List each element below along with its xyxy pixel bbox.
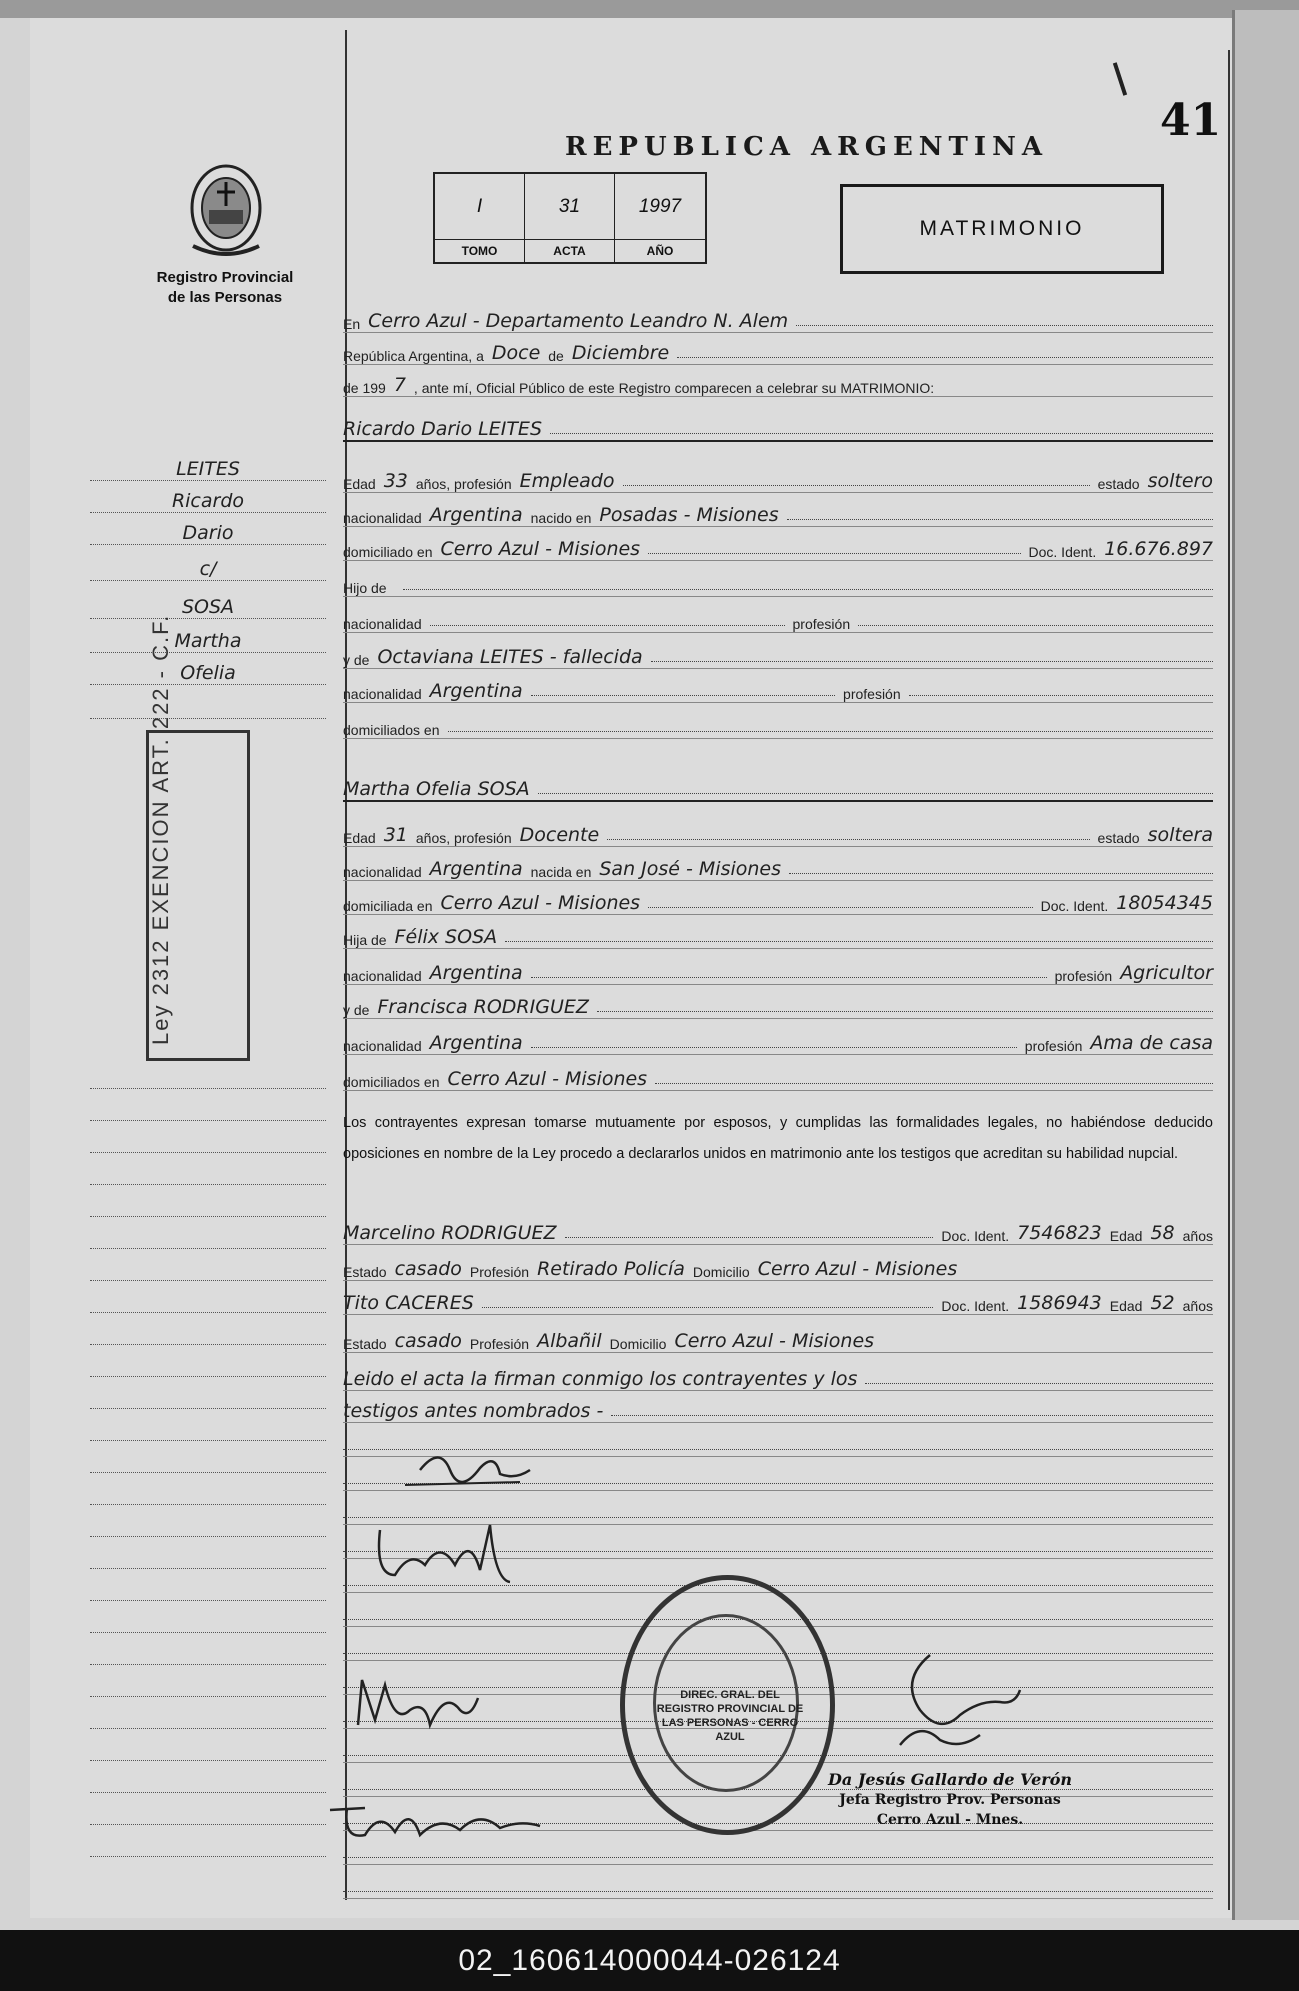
domiciliada-label: domiciliada en [343,898,433,914]
bride-mother: Francisca RODRIGUEZ [377,996,589,1018]
nacionalidad-label: nacionalidad [343,1038,422,1054]
doc-label: Doc. Ident. [941,1228,1010,1244]
witness-age: 58 [1150,1222,1175,1244]
witness-1-row [343,1214,1213,1245]
ano-label: AÑO [646,244,674,258]
y-de-label: y de [343,652,370,668]
bride-estado: soltera [1147,824,1213,846]
witness-estado: casado [394,1330,462,1352]
groom-profession: Empleado [519,470,615,492]
groom-nat-row [343,496,1213,527]
witness-profession: Albañil [537,1330,602,1352]
bride-nationality: Argentina [429,858,523,880]
sidebar-blank-line [90,1796,326,1825]
edad-label: Edad [343,476,376,492]
sidebar-blank-line [90,1732,326,1761]
groom-doc: 16.676.897 [1104,538,1213,560]
sidebar-blank-line [90,1380,326,1409]
sidebar-blank-line [90,1572,326,1601]
doc-label: Doc. Ident. [1040,898,1109,914]
closing-line: testigos antes nombrados - [343,1400,604,1422]
official-signature [880,1640,1030,1760]
official-info [810,1770,1090,1830]
bride-father: Félix SOSA [394,926,498,948]
hijo-label: Hijo de [343,580,387,596]
sidebar-blank-line [90,1700,326,1729]
bride-domicile: Cerro Azul - Misiones [440,892,641,914]
hija-label: Hija de [343,932,387,948]
official-name: Da Jesús Gallardo de Verón [828,1770,1072,1789]
groom-mother-row [343,638,1213,669]
nacionalidad-label: nacionalidad [343,864,422,880]
edad-label: Edad [1109,1298,1143,1314]
sidebar-blank-line [90,1316,326,1345]
official-place: Cerro Azul - Mnes. [876,1812,1024,1828]
top-strip [0,0,1299,18]
de-label: de [548,348,564,364]
signature-4 [325,1790,565,1850]
bride-name: Martha Ofelia SOSA [343,778,530,800]
sidebar-name: Ricardo [90,484,326,513]
ano-cell [615,174,705,262]
sidebar-name: SOSA [90,590,326,619]
sidebar-name: Ofelia [90,656,326,685]
profesion-label: profesión [843,686,901,702]
groom-mother-nationality: Argentina [429,680,523,702]
republica-label: República Argentina, a [343,348,484,364]
registry-line-1: Registro Provincial [156,269,294,286]
right-margin-line [1228,50,1230,1910]
groom-mother: Octaviana LEITES - fallecida [377,646,643,668]
anos-label: años [1182,1228,1213,1244]
profesion-label: Profesión [469,1264,530,1280]
domicilio-label: Domicilio [692,1264,750,1280]
exemption-stamp-text: Ley 2312 EXENCION ART. 222 - C.F. [148,613,173,1045]
edad-label: Edad [1109,1228,1143,1244]
witness-2-row [343,1284,1213,1315]
bride-mother-nationality: Argentina [429,1032,523,1054]
witness-domicile: Cerro Azul - Misiones [674,1330,875,1352]
sidebar-blank-line [90,1092,326,1121]
official-round-seal [620,1575,835,1835]
statement: , ante mí, Oficial Público de este Registro comparecen a celebrar su MATRIMONIO: [413,380,935,396]
groom-birthplace: Posadas - Misiones [599,504,779,526]
witness-1-details-row [343,1250,1213,1281]
sidebar-blank-line [90,1764,326,1793]
signature-2 [370,1520,520,1595]
file-caption: 02_160614000044-026124 [0,1930,1299,1991]
ruled-line [343,1868,1213,1899]
sidebar-blank-line [90,1540,326,1569]
bride-father-profession: Agricultor [1120,962,1213,984]
sidebar-blank-line [90,1188,326,1217]
sidebar-blank-line [90,1636,326,1665]
en-label: En [343,316,361,332]
bride-age: 31 [383,824,408,846]
seal-text: DIREC. GRAL. DEL REGISTRO PROVINCIAL DE LAS PERSONAS - CERRO AZUL [656,1689,804,1743]
sidebar-name: LEITES [90,452,326,481]
bride-age-row [343,816,1213,847]
profesion-label: años, profesión [415,476,512,492]
nacido-label: nacido en [530,510,592,526]
nacionalidad-label: nacionalidad [343,616,422,632]
sidebar-blank-line [90,1156,326,1185]
groom-parents-dom-row [343,708,1213,739]
nacida-label: nacida en [530,864,592,880]
closing-row-1 [343,1360,1213,1391]
sidebar-blank-line [90,1604,326,1633]
nacionalidad-label: nacionalidad [343,510,422,526]
groom-mother-nat-row [343,672,1213,703]
sidebar-blank-line [90,1508,326,1537]
year-prefix: de 199 [343,380,386,396]
groom-dom-row [343,530,1213,561]
domicilio-label: Domicilio [609,1336,667,1352]
bride-father-nationality: Argentina [429,962,523,984]
month-value: Diciembre [571,342,670,364]
witness-profession: Retirado Policía [537,1258,685,1280]
registry-name [140,268,310,308]
year-suffix: 7 [393,374,406,396]
sidebar-blank-line [90,1828,326,1857]
bride-parents-dom-row [343,1060,1213,1091]
groom-name-row [343,410,1213,442]
profesion-label: profesión [1024,1038,1083,1054]
tomo-cell [435,174,525,262]
signature-3 [350,1670,490,1740]
witness-name: Tito CACERES [343,1292,474,1314]
witness-name: Marcelino RODRIGUEZ [343,1222,557,1244]
groom-age: 33 [383,470,408,492]
closing-line: Leido el acta la firman conmigo los contrayentes y los [343,1368,858,1390]
sidebar-blank-line [90,1124,326,1153]
bride-profession: Docente [519,824,600,846]
bride-father-nat-row [343,954,1213,985]
estado-label: estado [1097,476,1140,492]
bride-birthplace: San José - Misiones [599,858,782,880]
sidebar-blank-line [90,1252,326,1281]
sidebar-blank-line [90,1348,326,1377]
year-row [343,366,1213,397]
record-id-box [433,172,707,264]
domiciliados-label: domiciliados en [343,722,440,738]
profesion-label: profesión [792,616,851,632]
official-title: Jefa Registro Prov. Personas [839,1792,1061,1808]
bride-parents-domicile: Cerro Azul - Misiones [447,1068,648,1090]
edad-label: Edad [343,830,376,846]
witness-age: 52 [1150,1292,1175,1314]
sidebar-blank-line [90,1444,326,1473]
signature-1 [400,1440,550,1500]
sidebar-name: Dario [90,516,326,545]
profesion-label: Profesión [469,1336,530,1352]
sidebar-blank-line [90,1476,326,1505]
nacionalidad-label: nacionalidad [343,686,422,702]
bride-dom-row [343,884,1213,915]
groom-nationality: Argentina [429,504,523,526]
acta-label: ACTA [553,244,586,258]
anos-label: años [1182,1298,1213,1314]
estado-label: Estado [343,1336,387,1352]
profesion-label: años, profesión [415,830,512,846]
estado-label: estado [1097,830,1140,846]
country-title: REPUBLICA ARGENTINA [565,132,1049,162]
domiciliado-label: domiciliado en [343,544,433,560]
page-number: 41 [1160,95,1222,146]
groom-name: Ricardo Dario LEITES [343,418,542,440]
ano-value: 1997 [615,174,705,240]
day-value: Doce [491,342,541,364]
nacionalidad-label: nacionalidad [343,968,422,984]
sidebar-name: c/ [90,552,326,581]
groom-domicile: Cerro Azul - Misiones [440,538,641,560]
groom-father-row [343,566,1213,597]
sidebar-blank-line [90,1412,326,1441]
tomo-value: I [435,174,524,240]
bride-mother-row [343,988,1213,1019]
sidebar-blank-line [90,1668,326,1697]
bride-mother-nat-row [343,1024,1213,1055]
sidebar-name: Martha [90,624,326,653]
estado-label: Estado [343,1264,387,1280]
sidebar-blank-line [90,1220,326,1249]
doc-label: Doc. Ident. [1028,544,1097,560]
profesion-label: profesión [1054,968,1113,984]
date-row [343,334,1213,365]
doc-label: Doc. Ident. [941,1298,1010,1314]
y-de-label: y de [343,1002,370,1018]
witness-2-details-row [343,1322,1213,1353]
groom-age-row [343,462,1213,493]
bride-nat-row [343,850,1213,881]
coat-of-arms-icon [183,158,269,264]
groom-estado: soltero [1147,470,1213,492]
witness-domicile: Cerro Azul - Misiones [757,1258,958,1280]
witness-doc: 7546823 [1017,1222,1102,1244]
registry-line-2: de las Personas [167,289,283,306]
bride-doc: 18054345 [1116,892,1213,914]
declaration-text: Los contrayentes expresan tomarse mutuamente por esposos, y cumplidas las formalidades legales, no habiéndose deducido oposiciones en nombre de la Ley procedo a declararlos unidos en matrimonio ante los testigos que acreditan su habilidad nupcial. [343,1115,1213,1162]
place-row [343,302,1213,333]
sidebar-blank-line [90,1060,326,1089]
groom-father-nat-row [343,602,1213,633]
tomo-label: TOMO [461,244,498,258]
sidebar-blank-line [90,690,326,719]
acta-cell [525,174,615,262]
witness-estado: casado [394,1258,462,1280]
bride-mother-profession: Ama de casa [1090,1032,1213,1054]
bride-father-row [343,918,1213,949]
closing-row-2 [343,1392,1213,1423]
place-value: Cerro Azul - Departamento Leandro N. Alem [368,310,789,332]
witness-doc: 1586943 [1017,1292,1102,1314]
act-type-box: MATRIMONIO [840,184,1164,274]
page-edge [1232,10,1299,1920]
acta-value: 31 [525,174,614,240]
domiciliados-label: domiciliados en [343,1074,440,1090]
sidebar-blank-line [90,1284,326,1313]
bride-name-row [343,770,1213,802]
